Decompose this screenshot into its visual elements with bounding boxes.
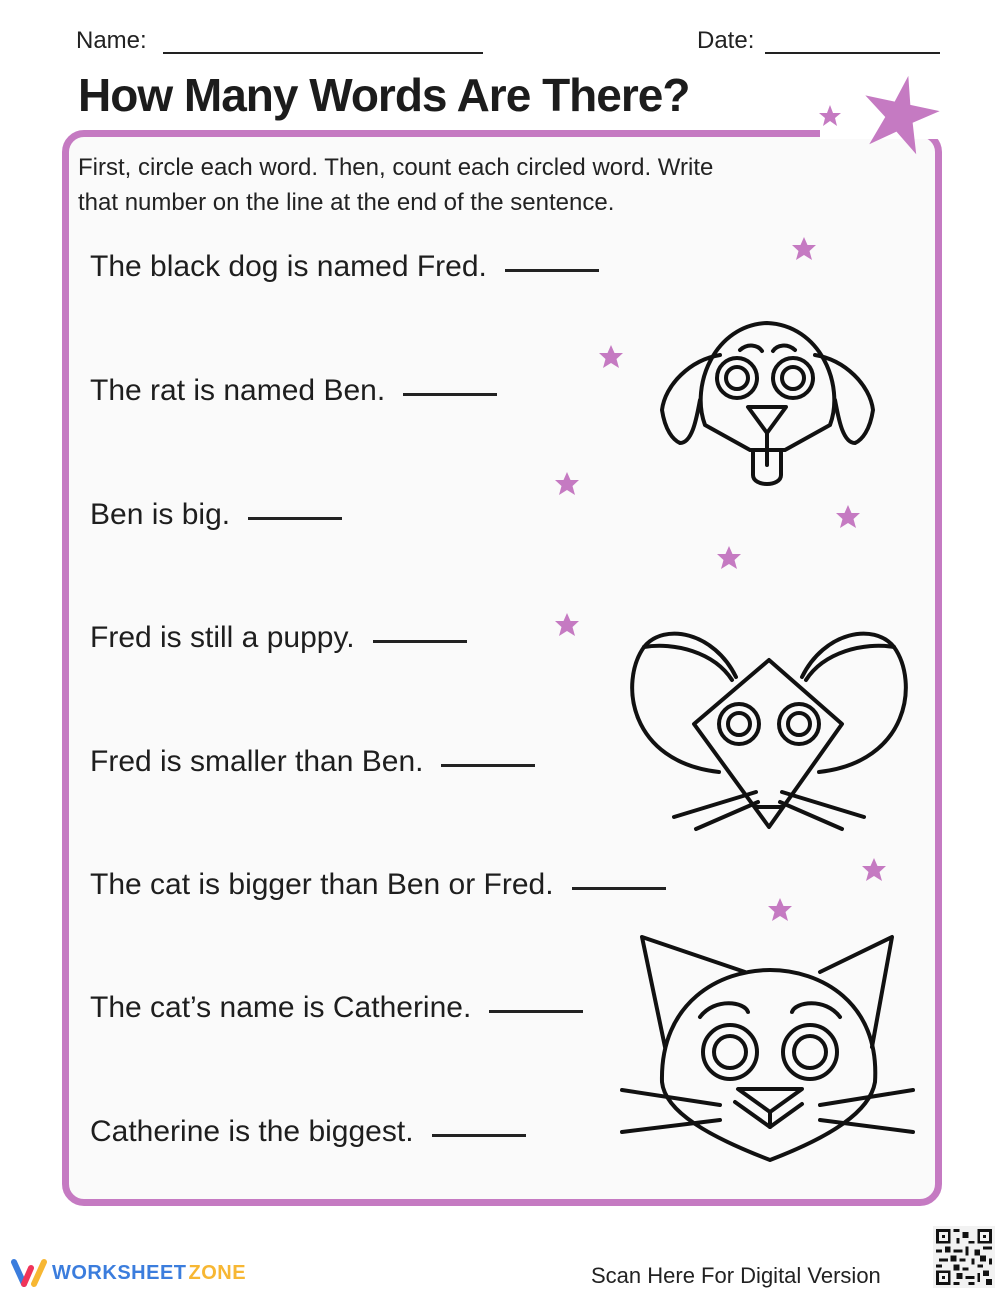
- instructions-line-1: First, circle each word. Then, count each circled word. Write: [78, 154, 714, 181]
- sentence-row: [90, 868, 666, 902]
- brand-logo[interactable]: [10, 1258, 246, 1288]
- brand-name-zone: ZONE: [188, 1261, 247, 1284]
- qr-code-icon[interactable]: [933, 1226, 995, 1288]
- answer-blank[interactable]: [403, 393, 497, 396]
- sentence-row: [90, 374, 497, 408]
- date-label: Date:: [697, 27, 755, 54]
- dog-face-icon: [655, 315, 880, 490]
- answer-blank[interactable]: [572, 887, 666, 890]
- sentence-text: The cat is bigger than Ben or Fred.: [90, 868, 554, 901]
- answer-blank[interactable]: [505, 269, 599, 272]
- sentence-text: The black dog is named Fred.: [90, 250, 487, 283]
- sentence-text: Ben is big.: [90, 498, 231, 531]
- answer-blank[interactable]: [441, 764, 535, 767]
- sentence-row: [90, 250, 599, 284]
- answer-blank[interactable]: [432, 1134, 526, 1137]
- sentence-row: [90, 621, 467, 655]
- answer-blank[interactable]: [373, 640, 467, 643]
- name-label: Name:: [76, 27, 147, 54]
- sentence-row: [90, 1115, 526, 1149]
- sentence-row: [90, 498, 342, 532]
- big-star-icon: [800, 70, 950, 170]
- cat-face-icon: [620, 932, 920, 1170]
- instructions-line-2: that number on the line at the end of the sentence.: [78, 189, 615, 216]
- sentence-text: Catherine is the biggest.: [90, 1115, 414, 1148]
- sentence-row: [90, 745, 535, 779]
- date-field[interactable]: [765, 52, 940, 54]
- sentence-text: Fred is smaller than Ben.: [90, 745, 424, 778]
- instructions: [78, 150, 713, 220]
- answer-blank[interactable]: [248, 517, 342, 520]
- worksheet-zone-logo-icon: [10, 1258, 48, 1288]
- answer-blank[interactable]: [489, 1010, 583, 1013]
- brand-name-worksheet: WORKSHEET: [52, 1261, 187, 1284]
- sentence-row: [90, 991, 583, 1025]
- rat-face-icon: [624, 622, 914, 832]
- sentence-text: Fred is still a puppy.: [90, 621, 355, 654]
- scan-text: Scan Here For Digital Version: [591, 1263, 881, 1288]
- sentence-text: The rat is named Ben.: [90, 374, 386, 407]
- page-title: How Many Words Are There?: [78, 69, 690, 121]
- sentence-text: The cat’s name is Catherine.: [90, 991, 472, 1024]
- name-field[interactable]: [163, 52, 483, 54]
